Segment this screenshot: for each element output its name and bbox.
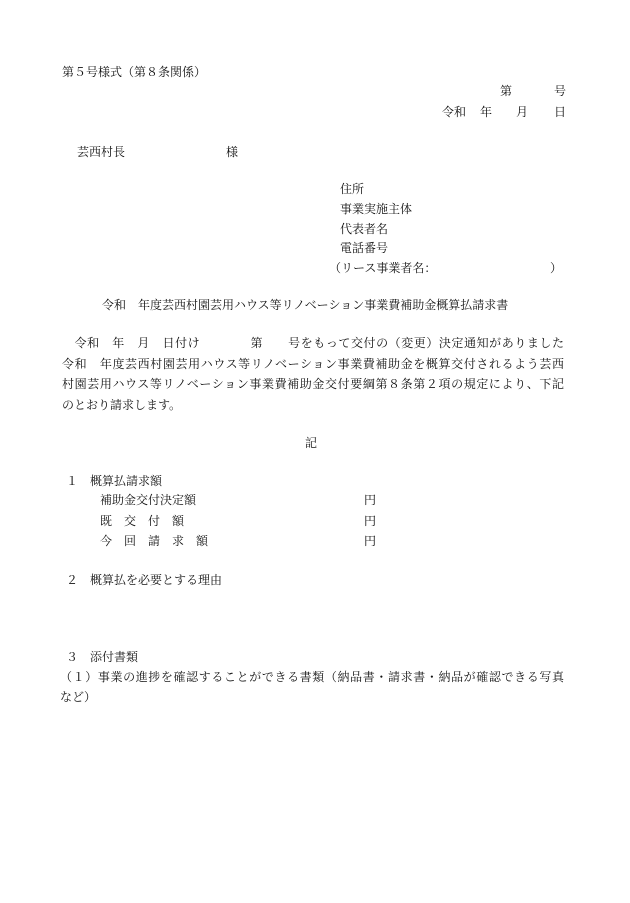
section3-item-line-2: など） [60,690,97,704]
body-line-2: 令和 年度芸西村園芸用ハウス等リノベーション事業費補助金を概算交付されるよう芸西 [62,357,564,371]
phone-label: 電話番号 [340,241,389,255]
doc-number-suffix: 号 [554,84,567,98]
section3-heading: ３ 添付書類 [66,650,139,664]
row-already-paid-unit: 円 [364,514,377,528]
row-current-request-unit: 円 [364,534,377,548]
address-label: 住所 [340,182,365,196]
body-line-3: 村園芸用ハウス等リノベーション事業費補助金交付要綱第８条第２項の規定により、下記 [62,377,564,391]
date-era: 令和 [442,105,467,119]
ki-marker: 記 [305,436,318,450]
section2-heading: ２ 概算払を必要とする理由 [66,573,223,587]
lease-close: ） [550,261,563,275]
lease-label: （リース事業者名： [329,261,437,275]
document-title: 令和 年度芸西村園芸用ハウス等リノベーション事業費補助金概算払請求書 [102,298,509,312]
addressee-honorific: 様 [226,145,239,159]
body-line-1: 令和 年 月 日付け 第 号をもって交付の（変更）決定通知がありました [62,336,564,350]
row-already-paid-label: 既 交 付 額 [100,514,185,528]
section3-item-line-1: （１）事業の進捗を確認することができる書類（納品書・請求書・納品が確認できる写真 [60,670,564,684]
entity-label: 事業実施主体 [340,202,413,216]
doc-number-prefix: 第 [500,84,513,98]
row-current-request-label: 今 回 請 求 額 [100,534,209,548]
addressee-name: 芸西村長 [77,145,126,159]
representative-label: 代表者名 [340,222,389,236]
row-decision-amount-unit: 円 [364,493,377,507]
section1-heading: １ 概算払請求額 [66,474,163,488]
body-line-4: のとおり請求します。 [62,398,182,412]
row-decision-amount-label: 補助金交付決定額 [100,493,197,507]
date-month: 月 [516,105,529,119]
date-day: 日 [554,105,567,119]
form-id: 第５号様式（第８条関係） [62,65,207,79]
date-year: 年 [480,105,493,119]
